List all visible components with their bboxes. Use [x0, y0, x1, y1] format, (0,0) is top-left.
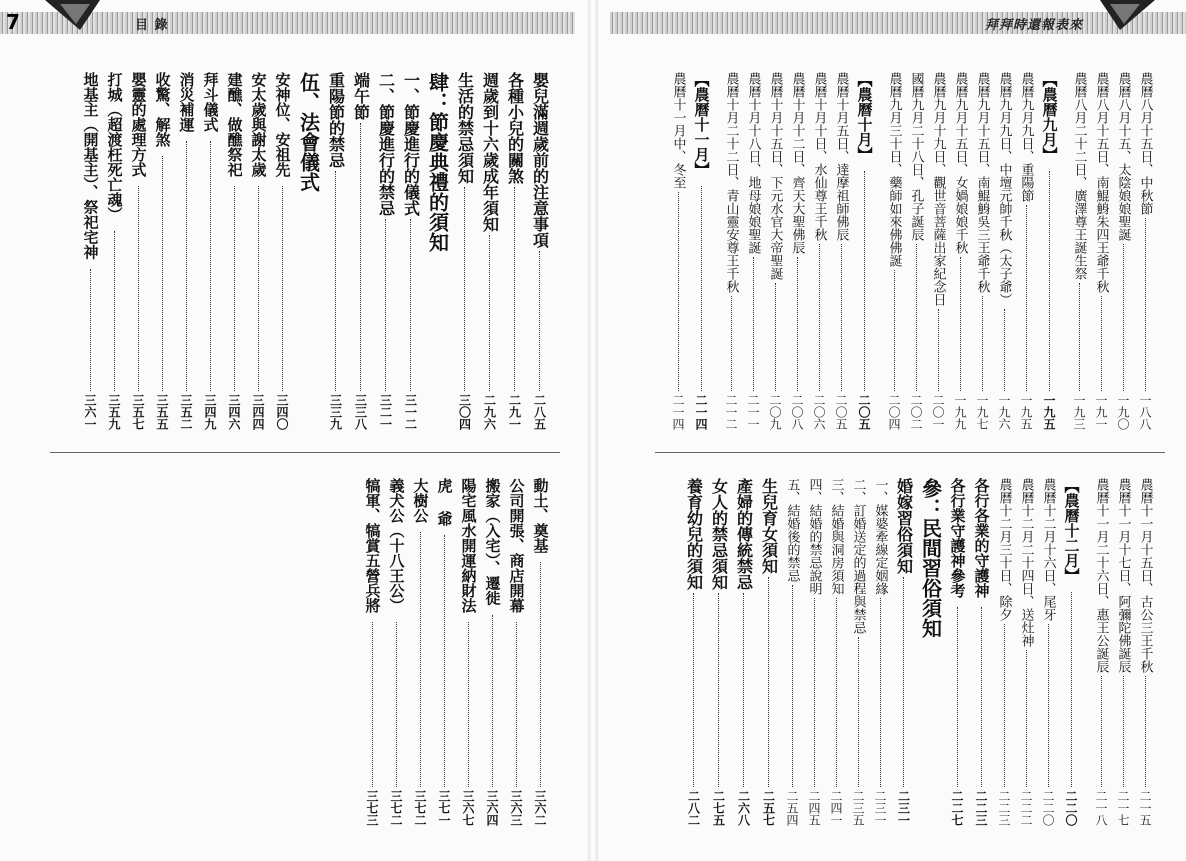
toc-page-number: 三五七 — [131, 394, 145, 430]
toc-page-number: 三六三 — [509, 790, 523, 826]
toc-entry-title: 嬰兒滿週歲前的注意事項 — [530, 72, 550, 248]
toc-entry — [1112, 72, 1134, 430]
toc-leader-dots — [1101, 296, 1102, 391]
toc-leader-dots — [916, 244, 917, 391]
toc-entry — [528, 478, 552, 826]
toc-page-number: 三五二 — [179, 394, 193, 430]
toc-page-number: 二四一 — [829, 790, 843, 826]
toc-leader-dots — [489, 235, 490, 391]
toc-page-number: 二二〇 — [1041, 790, 1055, 826]
toc-entry-title: 大樹公 — [411, 478, 430, 523]
toc-page-number: 二八二 — [686, 790, 701, 826]
toc-leader-dots — [90, 269, 91, 392]
toc-leader-dots — [1123, 244, 1124, 391]
toc-page-number: 一九三 — [1072, 394, 1086, 430]
toc-leader-dots — [1026, 650, 1027, 787]
toc-entry-title: 各行業守護神參考 — [948, 478, 967, 598]
toc-page-number: 二〇二 — [909, 394, 923, 430]
toc-entry — [720, 72, 742, 430]
toc-entry-title: 各行各業的守護神 — [972, 478, 991, 598]
toc-entry — [667, 72, 689, 430]
toc-leader-dots — [1004, 309, 1005, 391]
toc-entry-title: 農曆十月十八日、地母娘娘聖誕 — [745, 72, 761, 254]
toc-leader-dots — [464, 187, 465, 391]
toc-page-number: 一八八 — [1138, 394, 1152, 430]
toc-page-number: 二九一 — [507, 394, 522, 430]
toc-leader-dots — [797, 257, 798, 391]
toc-entry-title: 產婦的傳統禁忌 — [734, 478, 754, 590]
toc-entry — [1090, 72, 1112, 430]
toc-entry — [1037, 478, 1059, 826]
toc-page-number: 二一二 — [724, 394, 738, 430]
toc-page-number: 三六一 — [83, 394, 97, 430]
toc-entry-title: 生兒育女須知 — [759, 478, 779, 574]
toc-page-number: 三六二 — [533, 790, 547, 826]
toc-entry — [869, 478, 891, 826]
toc-page-number: 三三八 — [353, 394, 368, 430]
toc-entry-title: 女人的禁忌須知 — [709, 478, 729, 590]
toc-page-number: 二二〇 — [1064, 790, 1078, 826]
toc-entry — [927, 72, 949, 430]
toc-entry — [373, 72, 398, 430]
toc-month-heading — [1059, 478, 1083, 826]
toc-entry-title: 【農曆十月】 — [855, 72, 874, 162]
toc-leader-dots — [957, 607, 958, 787]
toc-entry-title: 農曆八月十五、太陰娘娘聖誕 — [1115, 72, 1131, 241]
toc-entry — [825, 478, 847, 826]
toc-month-heading — [1037, 72, 1061, 430]
toc-entry — [408, 478, 432, 826]
toc-entry — [323, 72, 348, 430]
toc-page-number: 二一八 — [1094, 790, 1108, 826]
toc-entry — [830, 72, 852, 430]
toc-entry-title: 安太歲與謝太歲 — [249, 72, 268, 177]
toc-leader-dots — [880, 598, 881, 787]
toc-leader-dots — [678, 192, 679, 391]
toc-page-number: 二五四 — [785, 790, 799, 826]
toc-entry-title: 生活的禁忌須知 — [455, 72, 475, 184]
toc-section-heading — [294, 72, 323, 430]
toc-page-number: 二〇六 — [812, 394, 826, 430]
toc-entry-title: 農曆十二月三十日、除夕 — [996, 478, 1012, 621]
toc-page-number: 三七二 — [389, 790, 403, 826]
column-gap — [876, 72, 883, 430]
toc-entry-title: 農曆十月十二日、齊天大聖佛辰 — [789, 72, 805, 254]
toc-page-number: 一九六 — [997, 394, 1011, 430]
toc-entry-title: 虎 爺 — [435, 478, 454, 526]
toc-leader-dots — [444, 535, 445, 787]
toc-leader-dots — [894, 270, 895, 391]
toc-entry-title: 義犬公（十八王公） — [387, 478, 406, 613]
toc-section-heading — [916, 478, 945, 826]
toc-entry-title: 一、節慶進行的儀式 — [401, 72, 421, 216]
toc-page-number: 二二三 — [997, 790, 1011, 826]
toc-entry — [348, 72, 373, 430]
toc-entry-title: 農曆九月十五日、女媧娘娘千秋 — [952, 72, 968, 254]
toc-leader-dots — [903, 577, 904, 787]
toc-leader-dots — [1145, 676, 1146, 787]
column-gap — [1083, 478, 1090, 826]
toc-month-heading — [689, 72, 713, 430]
toc-entry — [456, 478, 480, 826]
toc-entry — [198, 72, 222, 430]
toc-leader-dots — [539, 251, 540, 391]
toc-entry-title: 農曆十月十五日、下元水官大帝聖誕 — [767, 72, 783, 280]
header-title-left: 目 錄 — [135, 18, 169, 33]
toc-leader-dots — [410, 219, 411, 391]
toc-page-number: 三二一 — [378, 394, 393, 430]
toc-entry — [949, 72, 971, 430]
toc-leader-dots — [718, 593, 719, 787]
toc-entry-title: 收驚、解煞 — [153, 72, 172, 147]
toc-entry — [1015, 72, 1037, 430]
toc-page-number: 二〇五 — [857, 394, 871, 430]
toc-entry-title: 農曆九月九日、中壇元帥千秋（太子爺） — [996, 72, 1012, 306]
toc-leader-dots — [540, 562, 541, 787]
toc-page-number: 三四九 — [203, 394, 217, 430]
toc-entry — [808, 72, 830, 430]
toc-page-number: 二一一 — [746, 394, 760, 430]
toc-page-number: 一九七 — [975, 394, 989, 430]
toc-page-number: 二七五 — [711, 790, 726, 826]
toc-entry — [270, 72, 294, 430]
column-gap — [1061, 72, 1068, 430]
toc-entry — [891, 478, 916, 826]
toc-page-number: 二〇四 — [887, 394, 901, 430]
toc-entry-title: 農曆八月十五日、中秋節 — [1137, 72, 1153, 215]
toc-leader-dots — [792, 585, 793, 787]
toc-entry-title: 犒軍、犒賞五營兵將 — [363, 478, 382, 613]
toc-entry-title: 二、訂婚送定的過程與禁忌 — [850, 478, 866, 634]
toc-page-number: 二九六 — [482, 394, 497, 430]
toc-entry — [502, 72, 527, 430]
toc-page-number: 三七一 — [437, 790, 451, 826]
toc-page-number: 一九九 — [953, 394, 967, 430]
toc-page-number: 三一二 — [403, 394, 418, 430]
toc-entry — [1112, 478, 1134, 826]
toc-page-number: 三七三 — [365, 790, 379, 826]
toc-page-number: 一九〇 — [1116, 394, 1130, 430]
toc-page-number: 二三一 — [873, 790, 887, 826]
toc-entry-title: 農曆十二月二十四日、送灶神 — [1018, 478, 1034, 647]
toc-entry — [945, 478, 969, 826]
toc-leader-dots — [468, 622, 469, 787]
toc-entry — [432, 478, 456, 826]
toc-entry-title: 農曆十一月二十六日、惠王公誕辰 — [1093, 478, 1109, 673]
toc-leader-dots — [775, 283, 776, 391]
toc-entry-title: 農曆十月二十二日、青山靈安尊王千秋 — [723, 72, 739, 293]
toc-page-number: 二一五 — [1138, 790, 1152, 826]
toc-leader-dots — [210, 141, 211, 391]
toc-entry-title: 【農曆十一月】 — [692, 72, 711, 177]
toc-leader-dots — [234, 186, 235, 391]
toc-entry — [1090, 478, 1112, 826]
toc-entry-title: 婚嫁習俗須知 — [894, 478, 914, 574]
page-number: 7 — [6, 10, 20, 34]
toc-leader-dots — [138, 186, 139, 391]
toc-leader-dots — [693, 593, 694, 787]
toc-entry — [993, 478, 1015, 826]
toc-entry — [706, 478, 731, 826]
toc-entry-title: 週歲到十六歲成年須知 — [480, 72, 500, 232]
toc-entry — [731, 478, 756, 826]
toc-entry-title: 四、結婚的禁忌說明 — [806, 478, 822, 595]
toc-entry — [781, 478, 803, 826]
toc-entry-title: 農曆九月三十日、藥師如來佛佛誕 — [886, 72, 902, 267]
toc-page-number: 二〇一 — [931, 394, 945, 430]
toc-leader-dots — [1071, 592, 1072, 787]
toc-left-top — [78, 72, 552, 430]
toc-leader-dots — [858, 637, 859, 787]
ornament-icon-left — [40, 0, 110, 40]
toc-entry — [1015, 478, 1037, 826]
toc-entry-title: 建醮、做醮祭祀 — [225, 72, 244, 177]
toc-leader-dots — [701, 186, 702, 391]
toc-page-number: 三五九 — [107, 394, 121, 430]
toc-page-number: 三七二 — [413, 790, 427, 826]
toc-entry-title: 國曆九月二十八日、孔子誕辰 — [908, 72, 924, 241]
toc-entry-title: 農曆十一月十五日、古公三王千秋 — [1137, 478, 1153, 673]
toc-entry-title: 安神位、安祖先 — [273, 72, 292, 177]
toc-entry — [222, 72, 246, 430]
toc-entry — [883, 72, 905, 430]
toc-leader-dots — [282, 186, 283, 391]
toc-page-number: 二三一 — [896, 790, 911, 826]
toc-page-number: 三五五 — [155, 394, 169, 430]
toc-page-number: 一九五 — [1042, 394, 1056, 430]
toc-page-number: 二五七 — [761, 790, 776, 826]
toc-page-number: 二一七 — [1116, 790, 1130, 826]
toc-entry — [742, 72, 764, 430]
toc-entry — [102, 72, 126, 430]
toc-entry-title: 地基主（開基主）、祭祀宅神 — [81, 72, 100, 260]
toc-entry-title: 打城（超渡枉死亡魂） — [105, 72, 124, 222]
toc-month-heading — [852, 72, 876, 430]
toc-entry-title: 伍、法會儀式 — [296, 72, 321, 192]
toc-leader-dots — [258, 186, 259, 391]
toc-entry — [764, 72, 786, 430]
toc-entry — [480, 478, 504, 826]
toc-entry — [847, 478, 869, 826]
toc-page-number: 二二七 — [950, 790, 964, 826]
book-gutter — [588, 0, 598, 861]
toc-entry-title: 農曆九月九日、重陽節 — [1018, 72, 1034, 202]
toc-leader-dots — [396, 622, 397, 787]
toc-page-number: 二六八 — [736, 790, 751, 826]
toc-entry — [527, 72, 552, 430]
toc-entry — [803, 478, 825, 826]
toc-entry-title: 拜斗儀式 — [201, 72, 220, 132]
toc-leader-dots — [731, 296, 732, 391]
toc-entry — [78, 72, 102, 430]
toc-leader-dots — [841, 244, 842, 391]
toc-leader-dots — [753, 257, 754, 391]
toc-entry — [360, 478, 384, 826]
toc-entry-title: 重陽節的禁忌 — [326, 72, 346, 168]
toc-entry — [681, 478, 706, 826]
toc-entry — [398, 72, 423, 430]
toc-entry — [1134, 478, 1156, 826]
toc-left-bottom — [360, 478, 552, 826]
toc-entry-title: 農曆九月十五日、南鯤鯓吳三王爺千秋 — [974, 72, 990, 293]
toc-page-number: 三六七 — [461, 790, 475, 826]
toc-entry-title: 農曆十二月十六日、尾牙 — [1040, 478, 1056, 621]
toc-entry — [174, 72, 198, 430]
toc-leader-dots — [114, 231, 115, 391]
toc-entry-title: 三、結婚與洞房須知 — [828, 478, 844, 595]
toc-entry — [384, 478, 408, 826]
toc-leader-dots — [372, 622, 373, 787]
toc-page-number: 二〇八 — [790, 394, 804, 430]
toc-page-number: 二〇九 — [768, 394, 782, 430]
toc-entry-title: 肆：節慶典禮的須知 — [425, 72, 450, 252]
toc-entry — [756, 478, 781, 826]
toc-page-number: 三六四 — [485, 790, 499, 826]
toc-entry — [477, 72, 502, 430]
toc-leader-dots — [819, 244, 820, 391]
toc-page-number: 三三九 — [328, 394, 343, 430]
toc-entry-title: 端午節 — [351, 72, 371, 120]
toc-leader-dots — [492, 615, 493, 788]
toc-page-number: 二〇五 — [834, 394, 848, 430]
toc-entry-title: 農曆十一月中、冬至 — [670, 72, 686, 189]
column-gap — [713, 72, 720, 430]
toc-page-number: 二二二 — [1019, 790, 1033, 826]
toc-leader-dots — [420, 532, 421, 787]
toc-leader-dots — [335, 171, 336, 391]
toc-leader-dots — [938, 309, 939, 391]
toc-entry-title: 農曆十月十日、水仙尊王千秋 — [811, 72, 827, 241]
toc-entry-title: 陽宅風水開運納財法 — [459, 478, 478, 613]
toc-entry-title: 二、節慶進行的禁忌 — [376, 72, 396, 216]
toc-entry-title: 農曆十月五日、達摩祖師佛辰 — [833, 72, 849, 241]
toc-leader-dots — [743, 593, 744, 787]
toc-entry-title: 農曆八月二十二日、廣澤尊王誕生祭 — [1071, 72, 1087, 280]
toc-entry — [452, 72, 477, 430]
section-divider-left — [50, 452, 560, 453]
toc-page-number: 二一四 — [694, 394, 708, 430]
toc-leader-dots — [516, 622, 517, 787]
toc-page-number: 一九一 — [1094, 394, 1108, 430]
toc-page-number: 三〇四 — [457, 394, 472, 430]
toc-entry — [126, 72, 150, 430]
toc-entry-title: 公司開張、商店開幕 — [507, 478, 526, 613]
toc-page-number: 三四六 — [227, 394, 241, 430]
toc-leader-dots — [768, 577, 769, 787]
toc-entry — [969, 478, 993, 826]
toc-entry — [504, 478, 528, 826]
toc-leader-dots — [1145, 218, 1146, 391]
toc-entry-title: 各種小兒的關煞 — [505, 72, 525, 184]
toc-leader-dots — [981, 607, 982, 787]
toc-page-number: 二一四 — [671, 394, 685, 430]
toc-entry-title: 一、媒婆牽線定姻緣 — [872, 478, 888, 595]
toc-entry — [993, 72, 1015, 430]
toc-entry — [246, 72, 270, 430]
toc-page-number: 二二三 — [974, 790, 988, 826]
toc-leader-dots — [1079, 283, 1080, 391]
toc-entry-title: 養育幼兒的須知 — [684, 478, 704, 590]
toc-entry-title: 【農曆九月】 — [1040, 72, 1059, 162]
toc-leader-dots — [186, 141, 187, 391]
toc-entry — [905, 72, 927, 430]
toc-leader-dots — [1004, 624, 1005, 787]
toc-page-number: 二四五 — [807, 790, 821, 826]
toc-entry-title: 搬家（入宅）、遷徙 — [483, 478, 502, 606]
toc-leader-dots — [514, 187, 515, 391]
toc-entry-title: 【農曆十二月】 — [1062, 478, 1081, 583]
toc-leader-dots — [1048, 624, 1049, 787]
toc-page-number: 三四四 — [251, 394, 265, 430]
toc-entry-title: 農曆九月十九日、觀世音菩薩出家紀念日 — [930, 72, 946, 306]
toc-entry-title: 參：民間習俗須知 — [918, 478, 943, 638]
toc-page-number: 三四〇 — [275, 394, 289, 430]
toc-leader-dots — [814, 598, 815, 787]
toc-leader-dots — [385, 219, 386, 391]
toc-leader-dots — [1049, 171, 1050, 391]
toc-entry-title: 嬰靈的處理方式 — [129, 72, 148, 177]
toc-page-number: 一九五 — [1019, 394, 1033, 430]
toc-entry-title: 五、結婚後的禁忌 — [784, 478, 800, 582]
toc-entry — [1068, 72, 1090, 430]
ornament-icon-right — [1090, 0, 1160, 40]
toc-entry-title: 動土、奠基 — [531, 478, 550, 553]
toc-entry — [150, 72, 174, 430]
toc-entry-title: 農曆八月十五日、南鯤鯓朱四王爺千秋 — [1093, 72, 1109, 293]
toc-right-top — [667, 72, 1156, 430]
toc-leader-dots — [1026, 205, 1027, 391]
toc-leader-dots — [360, 123, 361, 391]
toc-section-heading — [423, 72, 452, 430]
toc-entry — [971, 72, 993, 430]
toc-page-number: 二三五 — [851, 790, 865, 826]
toc-leader-dots — [960, 257, 961, 391]
toc-entry — [786, 72, 808, 430]
toc-leader-dots — [864, 171, 865, 391]
header-title-right: 拜拜時還報表來 — [985, 18, 1084, 33]
toc-entry — [1134, 72, 1156, 430]
toc-page-number: 二八五 — [532, 394, 547, 430]
toc-entry-title: 農曆十一月十七日、阿彌陀佛誕辰 — [1115, 478, 1131, 673]
toc-entry-title: 消災補運 — [177, 72, 196, 132]
toc-leader-dots — [1101, 676, 1102, 787]
toc-leader-dots — [982, 296, 983, 391]
toc-leader-dots — [1123, 676, 1124, 787]
toc-leader-dots — [836, 598, 837, 787]
section-divider-right — [655, 452, 1165, 453]
toc-leader-dots — [162, 156, 163, 391]
toc-right-bottom — [681, 478, 1156, 826]
